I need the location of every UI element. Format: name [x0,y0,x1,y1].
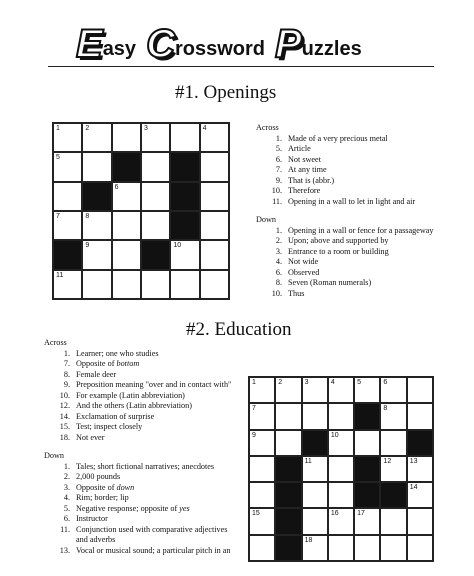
grid-cell[interactable] [112,240,141,269]
clue-text-main: and adverbs [76,535,116,544]
grid-cell[interactable] [328,535,354,561]
clue-number: 8. [63,369,70,379]
grid-cell[interactable] [302,535,328,561]
grid-cell[interactable] [200,152,229,181]
grid-cell[interactable] [380,377,406,403]
clue-text [288,165,327,176]
clue-text-main: Thus [288,288,305,298]
clue-number: 9. [275,175,282,185]
clue-text-main: Exclamation of surprise [76,411,155,421]
grid-cell[interactable] [249,377,275,403]
clue-text [288,268,319,279]
clue-number: 10. [271,186,282,195]
clue-number-label: 14 [409,484,418,492]
grid-cell[interactable] [354,377,380,403]
grid-cell[interactable] [53,211,82,240]
clue-number: 2. [63,472,70,481]
clue-text-main: Therefore [288,186,321,195]
grid-cell[interactable] [275,403,301,429]
black-square [170,211,199,240]
clue-item [44,504,231,515]
logo-word-puzzles: uzzles [301,38,362,60]
clue-number-label: 3 [304,379,309,386]
clue-number-label: 1 [252,379,256,386]
puzzle2-across-list [44,349,231,444]
grid-cell[interactable] [200,182,229,211]
grid-cell[interactable] [407,456,433,482]
clue-text-main: Opposite of [76,359,117,368]
clue-number-label: 17 [357,510,365,518]
clue-text-main: Preposition meaning "over and in contact with" [76,380,232,389]
clue-text-main: Negative response; opposite of [76,503,180,513]
grid-cell[interactable] [53,182,82,211]
clue-text [76,370,116,381]
clue-number: 1. [63,348,70,358]
clue-number-label: 2 [278,379,283,386]
grid-cell[interactable] [354,535,380,561]
clue-text-main: Vocal or musical sound; a particular pitch in an [76,545,231,555]
clue-item [44,349,231,360]
clue-text [76,401,192,412]
clue-number: 7. [63,359,70,368]
clue-number-label: 5 [56,154,60,162]
grid-cell[interactable] [328,508,354,534]
clue-number: 14. [59,411,70,421]
clue-item [256,257,434,268]
grid-cell[interactable] [407,535,433,561]
logo-word-easy: asy [102,38,137,60]
grid-cell[interactable] [380,456,406,482]
logo-initial-c: C [146,22,175,66]
grid-cell[interactable] [249,535,275,561]
clue-number-label: 1 [56,125,60,132]
grid-cell[interactable] [249,430,275,456]
black-square [354,403,380,429]
clue-number: 9. [63,380,70,389]
clue-text [288,247,389,258]
clue-item [44,359,231,370]
clue-item [44,525,231,536]
logo-initial-p: P [274,22,302,66]
grid-cell[interactable] [407,377,433,403]
site-logo [76,18,406,64]
header-divider [48,66,434,67]
grid-cell[interactable] [112,182,141,211]
clue-text [76,359,139,370]
clue-number-label: 16 [330,510,339,518]
black-square [275,482,301,508]
black-square [380,482,406,508]
clue-text [76,493,129,504]
clue-text [76,535,115,546]
clue-item [44,370,231,381]
grid-cell[interactable] [170,240,199,269]
clue-number-label: 7 [252,405,256,413]
puzzle1-across-list [256,134,434,208]
clue-item [256,268,434,279]
clue-text [288,176,334,187]
clue-item [44,514,231,525]
clue-text-main: Upon; above and supported by [288,236,389,245]
clue-number: 10. [59,390,70,400]
puzzle1-across-heading: Across [256,123,279,132]
clue-text [288,144,311,155]
puzzle1-grid [52,122,230,300]
clue-text-main: Entrance to a room or building [288,246,389,256]
clue-text-main: Not wide [288,257,319,266]
clue-item [44,412,231,423]
clue-item [256,165,434,176]
clue-text-main: Made of a very precious metal [288,133,388,143]
clue-number-label: 4 [202,125,207,132]
grid-cell[interactable] [249,482,275,508]
clue-number: 18. [59,432,70,442]
clue-number: 12. [59,401,70,410]
clue-text [76,433,104,444]
clue-item [44,422,231,433]
black-square [302,430,328,456]
clue-number-label: 8 [383,405,388,413]
clue-number-label: 8 [85,213,90,220]
clue-number-label: 13 [409,457,418,465]
grid-cell[interactable] [82,152,111,181]
clue-number-label: 15 [252,510,260,518]
grid-cell[interactable] [53,152,82,181]
clue-item [256,289,434,300]
grid-cell[interactable] [170,270,199,299]
grid-cell[interactable] [328,403,354,429]
clue-number: 11. [272,196,282,206]
clue-number-label: 3 [144,125,148,132]
clue-text-main: Opening in a wall to let in light and air [288,196,416,206]
grid-cell[interactable] [249,403,275,429]
clue-text [288,155,321,166]
grid-cell[interactable] [407,482,433,508]
clue-text [288,186,320,197]
puzzle2-across-heading: Across [44,338,67,347]
clue-text [76,391,185,402]
clue-number: 2. [275,236,282,245]
clue-text-main: Article [288,144,311,153]
clue-text [288,278,371,289]
grid-cell[interactable] [82,211,111,240]
clue-number: 1. [275,133,282,143]
grid-cell[interactable] [170,123,199,152]
clue-number-label: 11 [56,271,64,279]
grid-cell[interactable] [141,182,170,211]
grid-cell[interactable] [328,377,354,403]
clue-number: 3. [63,482,70,492]
grid-cell[interactable] [141,270,170,299]
clue-number: 6. [275,154,282,164]
grid-cell[interactable] [275,377,301,403]
clue-text [288,226,434,237]
puzzle1-down-heading: Down [256,215,277,224]
clue-text-main: Seven (Roman numerals) [288,278,372,287]
grid-cell[interactable] [328,482,354,508]
clue-number-label: 10 [330,431,339,439]
grid-cell[interactable] [354,430,380,456]
clue-item [44,462,231,473]
puzzle1-clues [256,123,434,299]
clue-text-main: Tales; short fictional narratives; anecdotes [76,461,215,471]
clue-number: 5. [63,503,70,513]
grid-cell[interactable] [200,123,229,152]
clue-item [256,278,434,289]
puzzle2-down-heading: Down [44,451,65,460]
clue-number-label: 10 [173,242,182,250]
clue-item [256,247,434,258]
clue-text-main: Learner; one who studies [76,348,159,358]
clue-text-italic: down [116,482,135,492]
logo-initial-e: E [76,22,103,66]
clue-text [76,349,159,360]
clue-number-label: 6 [383,379,388,386]
grid-cell[interactable] [249,456,275,482]
clue-item [256,226,434,237]
clue-number [44,535,76,546]
clue-number: 6. [275,267,282,277]
grid-cell[interactable] [112,270,141,299]
clue-item [44,546,231,557]
puzzle1-title: #1. Openings [175,82,277,103]
black-square [112,152,141,181]
grid-cell[interactable] [354,508,380,534]
black-square [354,482,380,508]
clue-number: 10. [271,288,282,298]
black-square [407,430,433,456]
clue-text [288,289,304,300]
clue-number: 8. [275,278,282,287]
grid-cell[interactable] [407,508,433,534]
grid-cell[interactable] [302,403,328,429]
clue-text-main: 2,000 pounds [76,472,121,481]
clue-text [76,422,142,433]
clue-number: 1. [275,225,282,235]
black-square [170,182,199,211]
clue-item [44,391,231,402]
grid-cell[interactable] [112,123,141,152]
grid-cell[interactable] [82,270,111,299]
grid-cell[interactable] [112,211,141,240]
clue-item [256,236,434,247]
grid-cell[interactable] [53,123,82,152]
grid-cell[interactable] [328,456,354,482]
grid-cell[interactable] [200,270,229,299]
clue-text [76,525,227,536]
clue-text-main: Female deer [76,369,117,379]
clue-item [256,134,434,145]
grid-cell[interactable] [380,508,406,534]
grid-cell[interactable] [82,240,111,269]
grid-cell[interactable] [82,123,111,152]
clue-item [44,483,231,494]
grid-cell[interactable] [302,456,328,482]
black-square [141,240,170,269]
clue-number-label: 9 [85,242,90,250]
grid-cell[interactable] [53,270,82,299]
clue-item [256,176,434,187]
puzzle2-clues [44,338,231,556]
clue-text-main: Instructor [76,514,108,523]
clue-text [76,483,134,494]
clue-text-main: Not ever [76,432,105,442]
grid-cell[interactable] [328,430,354,456]
clue-text [76,504,190,515]
clue-number: 11. [60,524,70,534]
puzzle2-title: #2. Education [186,319,292,340]
clue-number-label: 11 [304,457,312,465]
clue-item [256,144,434,155]
logo-word-crossword: rossword [174,38,265,60]
black-square [170,152,199,181]
clue-number: 7. [275,165,282,174]
black-square [354,456,380,482]
clue-text-main: At any time [288,165,327,174]
clue-text-main: Conjunction used with comparative adjectives [76,524,228,534]
clue-text-main: And the others (Latin abbreviation) [76,401,192,410]
clue-number: 1. [63,461,70,471]
black-square [53,240,82,269]
grid-cell[interactable] [302,377,328,403]
grid-cell[interactable] [380,535,406,561]
clue-number: 3. [275,246,282,256]
clue-item [44,433,231,444]
clue-item [256,186,434,197]
clue-number-label: 9 [252,431,256,439]
clue-number: 13. [59,545,70,555]
clue-text [288,236,389,247]
clue-number-label: 5 [357,379,362,386]
clue-text [288,257,318,268]
clue-item [44,472,231,483]
grid-cell[interactable] [200,211,229,240]
clue-text-main: That is (abbr.) [288,175,335,185]
clue-text [76,462,214,473]
clue-text-main: Not sweet [288,154,321,164]
puzzle1-down-list [256,226,434,300]
clue-text [76,412,154,423]
clue-text [76,380,231,391]
clue-item [44,401,231,412]
clue-number-label: 2 [85,125,90,132]
black-square [82,182,111,211]
clue-number-label: 7 [56,213,60,220]
clue-number: 6. [63,514,70,523]
grid-cell[interactable] [141,211,170,240]
clue-item [44,493,231,504]
clue-text-main: Observed [288,267,320,277]
clue-item [44,535,231,546]
grid-cell[interactable] [380,403,406,429]
grid-cell[interactable] [141,123,170,152]
grid-cell[interactable] [141,152,170,181]
clue-number: 4. [63,493,70,502]
clue-item [256,197,434,208]
clue-item [256,155,434,166]
clue-number: 4. [275,257,282,266]
clue-text-italic: yes [179,503,190,513]
grid-cell[interactable] [302,482,328,508]
clue-text-main: Opening in a wall or fence for a passageway [288,225,434,235]
black-square [275,456,301,482]
clue-number-label: 18 [304,536,313,544]
clue-text [288,134,388,145]
clue-text-main: For example (Latin abbreviation) [76,390,185,400]
grid-cell[interactable] [200,240,229,269]
clue-number-label: 12 [383,457,392,465]
grid-cell[interactable] [302,508,328,534]
grid-cell[interactable] [249,508,275,534]
clue-text-main: Rim; border; lip [76,493,129,502]
clue-text [288,197,415,208]
grid-cell[interactable] [275,430,301,456]
clue-text-italic: bottom [116,359,140,368]
black-square [275,535,301,561]
clue-text [76,514,108,525]
clue-number: 15. [59,422,70,431]
clue-text [76,546,230,557]
clue-text-main: Opposite of [76,482,117,492]
clue-number-label: 4 [330,379,335,386]
clue-item [44,380,231,391]
puzzle2-grid [248,376,434,562]
clue-text [76,472,120,483]
clue-text-main: Test; inspect closely [76,422,143,431]
puzzle2-down-list [44,462,231,557]
clue-number-label: 6 [114,183,119,191]
grid-cell[interactable] [380,430,406,456]
grid-cell[interactable] [407,403,433,429]
black-square [275,508,301,534]
clue-number: 5. [275,144,282,153]
